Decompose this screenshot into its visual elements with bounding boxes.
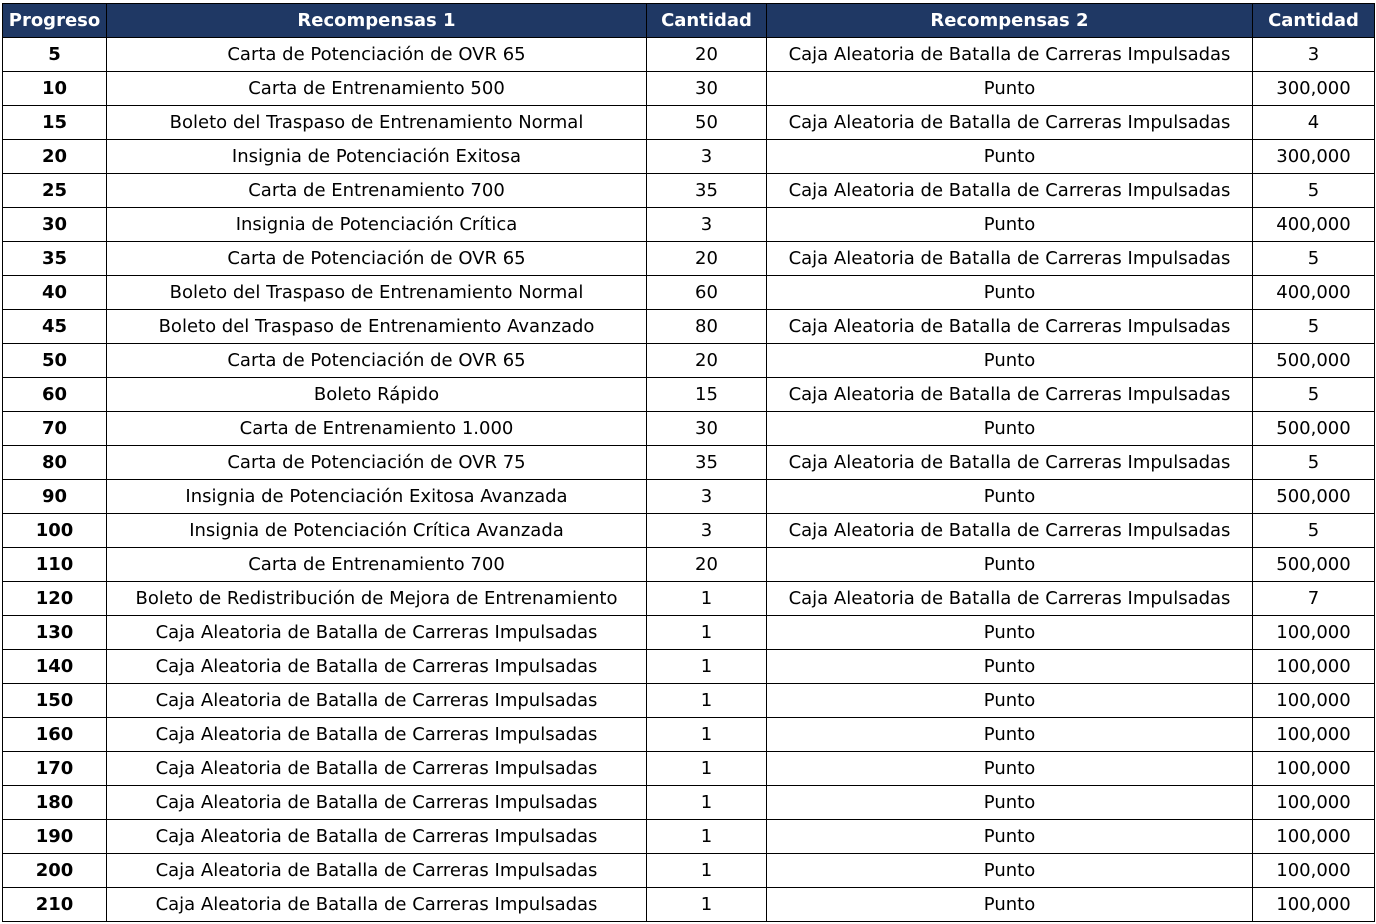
cell-recompensa-1: Carta de Entrenamiento 500: [107, 72, 647, 106]
cell-progreso: 160: [3, 718, 107, 752]
cell-cantidad-2: 5: [1253, 242, 1375, 276]
cell-cantidad-2: 100,000: [1253, 650, 1375, 684]
cell-cantidad-2: 100,000: [1253, 616, 1375, 650]
cell-recompensa-1: Boleto del Traspaso de Entrenamiento Normal: [107, 276, 647, 310]
cell-recompensa-1: Boleto del Traspaso de Entrenamiento Normal: [107, 106, 647, 140]
cell-progreso: 90: [3, 480, 107, 514]
cell-recompensa-2: Caja Aleatoria de Batalla de Carreras Impulsadas: [767, 582, 1253, 616]
cell-recompensa-1: Insignia de Potenciación Crítica: [107, 208, 647, 242]
table-row: [3, 650, 1375, 684]
cell-progreso: 25: [3, 174, 107, 208]
cell-cantidad-2: 100,000: [1253, 786, 1375, 820]
cell-cantidad-1: 3: [647, 208, 767, 242]
cell-cantidad-2: 300,000: [1253, 72, 1375, 106]
table-row: [3, 276, 1375, 310]
cell-cantidad-1: 60: [647, 276, 767, 310]
cell-cantidad-2: 5: [1253, 378, 1375, 412]
header-recompensas-2: Recompensas 2: [767, 4, 1253, 38]
table-row: [3, 378, 1375, 412]
cell-recompensa-2: Punto: [767, 888, 1253, 922]
table-row: [3, 582, 1375, 616]
cell-progreso: 35: [3, 242, 107, 276]
table-row: [3, 344, 1375, 378]
cell-recompensa-2: Punto: [767, 140, 1253, 174]
table-row: [3, 140, 1375, 174]
cell-recompensa-1: Caja Aleatoria de Batalla de Carreras Impulsadas: [107, 650, 647, 684]
cell-cantidad-2: 100,000: [1253, 718, 1375, 752]
cell-recompensa-1: Caja Aleatoria de Batalla de Carreras Impulsadas: [107, 854, 647, 888]
cell-progreso: 80: [3, 446, 107, 480]
table-row: [3, 616, 1375, 650]
cell-progreso: 170: [3, 752, 107, 786]
cell-cantidad-2: 500,000: [1253, 412, 1375, 446]
cell-cantidad-2: 5: [1253, 310, 1375, 344]
cell-cantidad-1: 1: [647, 582, 767, 616]
cell-cantidad-1: 15: [647, 378, 767, 412]
cell-progreso: 45: [3, 310, 107, 344]
cell-cantidad-2: 500,000: [1253, 344, 1375, 378]
cell-progreso: 60: [3, 378, 107, 412]
cell-progreso: 15: [3, 106, 107, 140]
cell-cantidad-2: 100,000: [1253, 854, 1375, 888]
cell-recompensa-2: Caja Aleatoria de Batalla de Carreras Impulsadas: [767, 242, 1253, 276]
table-row: [3, 480, 1375, 514]
cell-recompensa-2: Punto: [767, 684, 1253, 718]
cell-recompensa-1: Carta de Potenciación de OVR 65: [107, 242, 647, 276]
cell-recompensa-1: Boleto Rápido: [107, 378, 647, 412]
cell-cantidad-1: 80: [647, 310, 767, 344]
table-row: [3, 72, 1375, 106]
cell-cantidad-2: 100,000: [1253, 888, 1375, 922]
table-row: [3, 684, 1375, 718]
cell-progreso: 210: [3, 888, 107, 922]
cell-progreso: 10: [3, 72, 107, 106]
cell-recompensa-2: Punto: [767, 616, 1253, 650]
cell-recompensa-2: Caja Aleatoria de Batalla de Carreras Impulsadas: [767, 174, 1253, 208]
cell-recompensa-1: Insignia de Potenciación Exitosa Avanzada: [107, 480, 647, 514]
cell-cantidad-1: 1: [647, 820, 767, 854]
cell-recompensa-1: Boleto de Redistribución de Mejora de Entrenamiento: [107, 582, 647, 616]
cell-recompensa-1: Carta de Entrenamiento 700: [107, 548, 647, 582]
cell-recompensa-2: Caja Aleatoria de Batalla de Carreras Impulsadas: [767, 378, 1253, 412]
header-row: [3, 4, 1375, 38]
table-row: [3, 242, 1375, 276]
cell-recompensa-2: Punto: [767, 718, 1253, 752]
cell-cantidad-2: 4: [1253, 106, 1375, 140]
cell-progreso: 100: [3, 514, 107, 548]
cell-recompensa-1: Caja Aleatoria de Batalla de Carreras Impulsadas: [107, 786, 647, 820]
cell-cantidad-1: 20: [647, 344, 767, 378]
table-row: [3, 208, 1375, 242]
cell-cantidad-2: 3: [1253, 38, 1375, 72]
cell-progreso: 30: [3, 208, 107, 242]
table-row: [3, 752, 1375, 786]
cell-cantidad-1: 1: [647, 888, 767, 922]
cell-progreso: 40: [3, 276, 107, 310]
cell-cantidad-1: 3: [647, 514, 767, 548]
cell-progreso: 120: [3, 582, 107, 616]
cell-recompensa-2: Punto: [767, 854, 1253, 888]
cell-progreso: 20: [3, 140, 107, 174]
cell-recompensa-2: Punto: [767, 820, 1253, 854]
header-progreso: Progreso: [3, 4, 107, 38]
cell-recompensa-2: Caja Aleatoria de Batalla de Carreras Impulsadas: [767, 38, 1253, 72]
cell-recompensa-1: Caja Aleatoria de Batalla de Carreras Impulsadas: [107, 820, 647, 854]
cell-cantidad-2: 7: [1253, 582, 1375, 616]
cell-recompensa-2: Punto: [767, 752, 1253, 786]
cell-cantidad-2: 100,000: [1253, 752, 1375, 786]
cell-cantidad-2: 500,000: [1253, 548, 1375, 582]
cell-cantidad-2: 300,000: [1253, 140, 1375, 174]
cell-recompensa-2: Caja Aleatoria de Batalla de Carreras Impulsadas: [767, 106, 1253, 140]
cell-cantidad-2: 5: [1253, 174, 1375, 208]
table-body: [3, 38, 1375, 922]
cell-recompensa-2: Punto: [767, 548, 1253, 582]
cell-cantidad-1: 1: [647, 854, 767, 888]
cell-cantidad-2: 500,000: [1253, 480, 1375, 514]
table-row: [3, 888, 1375, 922]
table-row: [3, 412, 1375, 446]
cell-recompensa-1: Boleto del Traspaso de Entrenamiento Avanzado: [107, 310, 647, 344]
table-header: [3, 4, 1375, 38]
cell-recompensa-1: Carta de Potenciación de OVR 65: [107, 38, 647, 72]
cell-recompensa-1: Carta de Entrenamiento 700: [107, 174, 647, 208]
cell-cantidad-1: 1: [647, 786, 767, 820]
cell-recompensa-2: Caja Aleatoria de Batalla de Carreras Impulsadas: [767, 514, 1253, 548]
cell-cantidad-1: 35: [647, 174, 767, 208]
header-cantidad-2: Cantidad: [1253, 4, 1375, 38]
cell-recompensa-2: Punto: [767, 650, 1253, 684]
cell-recompensa-2: Punto: [767, 786, 1253, 820]
cell-progreso: 50: [3, 344, 107, 378]
table-row: [3, 174, 1375, 208]
cell-progreso: 200: [3, 854, 107, 888]
cell-progreso: 150: [3, 684, 107, 718]
cell-recompensa-2: Punto: [767, 480, 1253, 514]
cell-recompensa-2: Caja Aleatoria de Batalla de Carreras Impulsadas: [767, 310, 1253, 344]
cell-cantidad-2: 100,000: [1253, 684, 1375, 718]
table-row: [3, 820, 1375, 854]
cell-progreso: 190: [3, 820, 107, 854]
cell-recompensa-1: Caja Aleatoria de Batalla de Carreras Impulsadas: [107, 752, 647, 786]
table-row: [3, 854, 1375, 888]
cell-cantidad-2: 400,000: [1253, 276, 1375, 310]
cell-cantidad-1: 35: [647, 446, 767, 480]
table-row: [3, 38, 1375, 72]
cell-cantidad-1: 1: [647, 718, 767, 752]
cell-recompensa-2: Punto: [767, 344, 1253, 378]
cell-cantidad-1: 20: [647, 548, 767, 582]
cell-recompensa-2: Punto: [767, 412, 1253, 446]
cell-progreso: 130: [3, 616, 107, 650]
cell-recompensa-1: Insignia de Potenciación Exitosa: [107, 140, 647, 174]
table-row: [3, 446, 1375, 480]
cell-recompensa-2: Punto: [767, 276, 1253, 310]
cell-cantidad-1: 50: [647, 106, 767, 140]
cell-cantidad-1: 1: [647, 650, 767, 684]
cell-cantidad-1: 3: [647, 480, 767, 514]
cell-cantidad-1: 1: [647, 752, 767, 786]
cell-progreso: 5: [3, 38, 107, 72]
cell-cantidad-1: 30: [647, 72, 767, 106]
cell-cantidad-1: 20: [647, 38, 767, 72]
cell-recompensa-1: Carta de Potenciación de OVR 65: [107, 344, 647, 378]
cell-cantidad-2: 400,000: [1253, 208, 1375, 242]
cell-progreso: 180: [3, 786, 107, 820]
cell-recompensa-1: Caja Aleatoria de Batalla de Carreras Impulsadas: [107, 888, 647, 922]
cell-recompensa-2: Caja Aleatoria de Batalla de Carreras Impulsadas: [767, 446, 1253, 480]
cell-recompensa-1: Insignia de Potenciación Crítica Avanzada: [107, 514, 647, 548]
cell-progreso: 140: [3, 650, 107, 684]
cell-recompensa-1: Caja Aleatoria de Batalla de Carreras Impulsadas: [107, 616, 647, 650]
rewards-table: [2, 3, 1375, 922]
cell-cantidad-2: 5: [1253, 446, 1375, 480]
cell-cantidad-1: 20: [647, 242, 767, 276]
table-row: [3, 786, 1375, 820]
header-recompensas-1: Recompensas 1: [107, 4, 647, 38]
cell-recompensa-1: Carta de Entrenamiento 1.000: [107, 412, 647, 446]
cell-cantidad-2: 100,000: [1253, 820, 1375, 854]
table-row: [3, 106, 1375, 140]
cell-cantidad-1: 1: [647, 684, 767, 718]
cell-recompensa-1: Caja Aleatoria de Batalla de Carreras Impulsadas: [107, 718, 647, 752]
table-row: [3, 548, 1375, 582]
cell-cantidad-2: 5: [1253, 514, 1375, 548]
cell-recompensa-1: Caja Aleatoria de Batalla de Carreras Impulsadas: [107, 684, 647, 718]
table-row: [3, 514, 1375, 548]
cell-cantidad-1: 30: [647, 412, 767, 446]
cell-recompensa-2: Punto: [767, 72, 1253, 106]
cell-recompensa-2: Punto: [767, 208, 1253, 242]
cell-cantidad-1: 1: [647, 616, 767, 650]
table-row: [3, 718, 1375, 752]
header-cantidad-1: Cantidad: [647, 4, 767, 38]
cell-progreso: 110: [3, 548, 107, 582]
table-row: [3, 310, 1375, 344]
cell-recompensa-1: Carta de Potenciación de OVR 75: [107, 446, 647, 480]
cell-progreso: 70: [3, 412, 107, 446]
cell-cantidad-1: 3: [647, 140, 767, 174]
